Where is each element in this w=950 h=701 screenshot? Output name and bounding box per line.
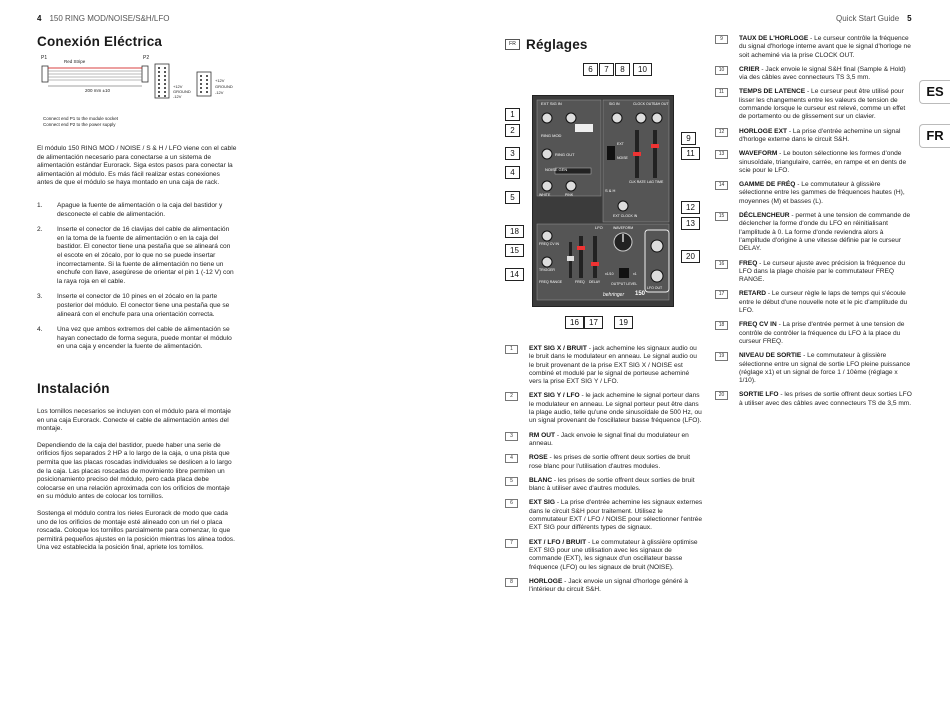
- item-description: [715, 352, 913, 385]
- item-number: 20: [715, 391, 728, 400]
- step-item: [37, 293, 237, 319]
- step-text: Inserte el conector de 16 clavijas del cable de alimentación en la toma de la fuente de alimentación o en la caja del bastidor. El conector tiene una pestaña que se alineará con el escote en el zócalo, por lo que no se puede insertar incorrectamente. Si la fuente de alimentación no tiene un enchufe con llave, asegúrese de orientar el pin 1 (-12 V) con la raya roja en el cable.: [57, 226, 234, 285]
- callout-15: 15: [505, 244, 524, 257]
- callout-17: 17: [584, 316, 603, 329]
- item-text: - La prise d'entrée achemine les signaux externes dans le circuit S&H pour traitement. Utilisez le commutateur EXT / LFO / NOISE pour sélectionner l'entrée EXT SIG pour différents types de signaux.: [529, 499, 703, 532]
- item-text: - les prises de sortie offrent deux sorties de bruit blanc à utiliser avec d'autres modules.: [529, 476, 695, 493]
- item-number: 16: [715, 260, 728, 269]
- panel-label-sh-out: S&H OUT: [653, 102, 669, 106]
- item-description: [505, 454, 703, 471]
- panel-label-waveform: WAVEFORM: [613, 226, 634, 230]
- power-cable-diagram: [37, 54, 257, 134]
- item-text: - jack achemine les signaux audio ou le bruit dans le modulateur en anneau. Le signal audio ou le bruit provenant de la prise EXT SIG X / NOISE est combiné et modulé par le signal de porteuse acheminé vers la prise EXT SIG Y / LFO.: [529, 345, 697, 386]
- panel-label-lfo-out: LFO OUT: [647, 286, 663, 290]
- item-name: RETARD: [739, 290, 766, 298]
- item-name: DÉCLENCHEUR: [739, 212, 790, 220]
- pin-label-ground-b: GROUND: [215, 84, 233, 89]
- lang-tab-fr[interactable]: FR: [919, 124, 950, 148]
- item-number: 7: [505, 539, 518, 548]
- item-description: [715, 181, 913, 206]
- item-number: 17: [715, 290, 728, 299]
- item-name: RM OUT: [529, 431, 556, 439]
- reglages-heading: [505, 36, 588, 54]
- panel-brand-logo: behringer: [603, 292, 625, 298]
- conexion-steps: [37, 202, 237, 359]
- panel-label-freq-range: FREQ RANGE: [539, 280, 563, 284]
- item-text: - Jack envoie un signal d'horloge généré à l'intérieur du circuit S&H.: [529, 577, 688, 594]
- step-text: Apague la fuente de alimentación o la caja del bastidor y desconecte el cable de alimentación.: [57, 202, 223, 218]
- item-description: [505, 345, 703, 386]
- item-number: 13: [715, 150, 728, 159]
- item-name: TAUX DE L'HORLOGE: [739, 35, 809, 42]
- item-text: - Le commutateur à glissière optimise EXT SIG pour une utilisation avec les signaux de commande (EXT), les signaux d'un oscillateur basse fréquence (LFO) ou les signaux de bruit (NOISE).: [529, 538, 698, 571]
- diagram-note-1: Connect end P1 to the module socket: [43, 116, 119, 121]
- item-text: - les prises de sortie offrent deux sorties LFO à utiliser avec des câbles avec connecteurs TS de 3,5 mm.: [739, 391, 912, 407]
- step-number: 3.: [37, 293, 43, 301]
- item-description: [715, 321, 913, 346]
- instalacion-title: Instalación: [37, 381, 110, 396]
- item-name: ROSE: [529, 454, 548, 462]
- callout-12: 12: [681, 201, 700, 214]
- item-description: [505, 499, 703, 532]
- step-item: [37, 326, 237, 352]
- item-name: BLANC: [529, 476, 553, 484]
- item-name: FREQ: [739, 259, 758, 267]
- item-number: 11: [715, 88, 728, 97]
- panel-label-ext-sig-in: EXT SIG IN: [541, 101, 562, 106]
- item-description: [505, 578, 703, 595]
- callout-2: 2: [505, 124, 520, 137]
- left-page-number: 4: [37, 14, 42, 23]
- pin-label-minus12-b: -12V: [215, 90, 224, 95]
- panel-label-lag-time: LAG TIME: [647, 180, 664, 184]
- item-name: EXT SIG: [529, 499, 556, 507]
- panel-label-trigger: TRIGGER: [539, 268, 555, 272]
- item-number: 18: [715, 321, 728, 330]
- pin-label-minus12: -12V: [173, 94, 182, 99]
- item-text: - Le commutateur à glissière sélectionne entre les gammes de fréquences hautes (H), moyennes (M) et basses (L).: [739, 181, 905, 205]
- item-text: - permet à une tension de commande de déclencher la forme d'onde du LFO en réinitialisant l'amplitude à 0. La forme d'onde reviendra alors à l'amplitude d'origine à une vitesse définie par le curseur DELAY.: [739, 212, 911, 253]
- item-name: SORTIE LFO: [739, 391, 779, 399]
- p2-label: P2: [143, 55, 150, 61]
- panel-label-sig-in: SIG IN: [609, 102, 620, 106]
- item-number: 2: [505, 392, 518, 401]
- length-label: 200 mm ±10: [85, 88, 110, 93]
- item-number: 1: [505, 345, 518, 354]
- item-number: 6: [505, 499, 518, 508]
- item-description: [715, 260, 913, 285]
- panel-label-freq-cv-in: FREQ CV IN: [539, 242, 560, 246]
- panel-label-pink: PINK: [565, 193, 574, 197]
- item-number: 8: [505, 578, 518, 587]
- item-text: - Jack envoie le signal final du modulateur en anneau.: [529, 431, 689, 447]
- panel-label-ring-out: RING OUT: [555, 152, 575, 157]
- step-text: Inserte el conector de 10 pines en el zócalo en la parte posterior del módulo. El conector tiene una pestaña que se alineará con el enchufe para una orientación correcta.: [57, 293, 230, 318]
- item-name: HORLOGE: [529, 577, 563, 585]
- red-stripe-label: Red Stripe: [64, 59, 86, 64]
- item-text: - les prises de sortie offrent deux sorties de bruit rose blanc pour l'utilisation d'autres modules.: [529, 454, 691, 470]
- item-name: FREQ CV IN: [739, 321, 777, 329]
- conexion-title: Conexión Eléctrica: [37, 34, 163, 49]
- item-description: [505, 392, 703, 425]
- panel-label-noise: NOISE: [617, 156, 628, 160]
- item-description: [505, 539, 703, 572]
- item-name: EXT SIG X / BRUIT: [529, 345, 587, 352]
- callout-6: 6: [583, 63, 598, 76]
- item-list-right: [715, 35, 913, 414]
- panel-label-clock-out: CLOCK OUT: [633, 102, 654, 106]
- item-number: 14: [715, 181, 728, 190]
- item-description: [715, 150, 913, 175]
- item-text: - Le curseur contrôle la fréquence du signal d'horloge interne avant que le signal d'horloge ne soit acheminé via la prise CLOCK OUT.: [739, 35, 911, 59]
- item-number: 12: [715, 128, 728, 137]
- pin-label-ground: GROUND: [173, 89, 191, 94]
- right-page-header: [836, 14, 920, 23]
- item-description: [715, 88, 913, 121]
- item-text: - Jack envoie le signal S&H final (Sample & Hold) via des câbles avec connecteurs TS 3,5 mm.: [739, 65, 906, 82]
- callout-1: 1: [505, 108, 520, 121]
- panel-label-freq: FREQ: [575, 280, 585, 284]
- item-text: - La prise d'entrée permet à une tension de contrôle de contrôler la fréquence du LFO à la place du curseur FREQ.: [739, 321, 905, 345]
- item-text: - Le bouton sélectionne les formes d'onde sinusoïdale, triangulaire, carrée, en rampe et en dents de scie pour le LFO.: [739, 150, 907, 174]
- callout-11: 11: [681, 147, 700, 160]
- step-number: 1.: [37, 202, 43, 209]
- callout-19: 19: [614, 316, 633, 329]
- pin-label-plus12-b: +12V: [215, 78, 225, 83]
- item-description: [715, 391, 913, 408]
- left-header-title: 150 RING MOD/NOISE/S&H/LFO: [49, 14, 170, 23]
- panel-label-ring-mod: RING MOD: [541, 133, 562, 138]
- instalacion-paragraph: Los tornillos necesarios se incluyen con el módulo para el montaje en una caja Eurorack. Conecte el cable de alimentación antes del montaje.: [37, 408, 231, 433]
- item-number: 5: [505, 477, 518, 486]
- item-name: GAMME DE FRÉQ: [739, 181, 796, 189]
- item-number: 10: [715, 66, 728, 75]
- step-item: [37, 202, 237, 219]
- item-name: TEMPS DE LATENCE: [739, 88, 806, 96]
- module-panel-graphic: [533, 96, 673, 306]
- item-description: [505, 432, 703, 449]
- panel-label-ext: EXT: [617, 142, 624, 146]
- callout-20: 20: [681, 250, 700, 263]
- callout-7: 7: [599, 63, 614, 76]
- callout-9: 9: [681, 132, 696, 145]
- step-number: 2.: [37, 226, 43, 234]
- item-text: - le jack achemine le signal porteur dans le modulateur en anneau. Le signal porteur peut être dans la plage audio, telle qu'une onde sinusoïdale de 500 Hz, ou un signal provenant de l'oscillateur basse fréquence (LFO).: [529, 392, 702, 425]
- item-name: NIVEAU DE SORTIE: [739, 352, 802, 360]
- item-number: 9: [715, 35, 728, 44]
- step-number: 4.: [37, 326, 43, 334]
- step-text: Una vez que ambos extremos del cable de alimentación se hayan conectado de forma segura, puede montar el módulo en una caja y encender la fuente de alimentación.: [57, 326, 232, 351]
- item-text: - La prise d'entrée achemine un signal d'horloge externe dans le circuit S&H.: [739, 127, 901, 143]
- item-description: [715, 290, 913, 315]
- instalacion-paragraph: Sostenga el módulo contra los rieles Eurorack de modo que cada uno de los orificios de montaje esté alineado con un riel o placa roscada. Coloque los tornillos parcialmente para comenzar, lo que permitirá pequeños ajustes en la posición mientras los alinea todos. Una vez establecida la posición final, apriete los tornillos.: [37, 509, 235, 552]
- panel-label-delay: DELAY: [589, 280, 601, 284]
- item-text: - Le curseur peut être utilisé pour lisser les changements entre les valeurs de tension de commande lorsque le curseur est relevé, comme un effet de portamento ou de glissement sur un clavier.: [739, 88, 906, 121]
- panel-label-white: WHITE: [539, 193, 551, 197]
- conexion-intro: El módulo 150 RING MOD / NOISE / S & H / LFO viene con el cable de alimentación necesario para conectarse a un sistema de alimentación estándar Eurorack. Siga estos pasos para conectar la alimentación al módulo. Es más fácil realizar estas conexiones antes de que el módulo se haya montado en una caja de rack.: [37, 145, 237, 187]
- step-item: [37, 226, 237, 286]
- panel-label-lfo: LFO: [595, 225, 603, 230]
- item-text: - Le curseur ajuste avec précision la fréquence du LFO dans la plage choisie par le commutateur FREQ RANGE.: [739, 259, 906, 284]
- pin-label-plus12: +12V: [173, 84, 183, 89]
- left-page-header: [37, 14, 169, 23]
- p1-label: P1: [41, 55, 48, 61]
- reglages-title: Réglages: [526, 37, 588, 52]
- callout-13: 13: [681, 217, 700, 230]
- item-name: WAVEFORM: [739, 150, 778, 158]
- right-header-title: Quick Start Guide: [836, 14, 900, 23]
- right-page-number: 5: [907, 14, 912, 23]
- item-description: [715, 66, 913, 83]
- panel-label-ext-clock-in: EXT CLOCK IN: [613, 214, 638, 218]
- item-number: 4: [505, 454, 518, 463]
- item-description: [715, 35, 913, 60]
- instalacion-body: [37, 408, 237, 561]
- panel-label-output-level: OUTPUT LEVEL: [611, 282, 638, 286]
- item-number: 19: [715, 352, 728, 361]
- callout-4: 4: [505, 166, 520, 179]
- panel-label-noise-gen: NOISE GEN: [545, 167, 568, 172]
- item-text: - Le curseur règle le laps de temps qui s'écoule entre le début d'une nouvelle note et le pic d'amplitude du LFO.: [739, 290, 908, 315]
- item-text: - Le commutateur à glissière sélectionne entre un signal de sortie LFO pleine puissance (réglage x1) et un signal de force 1 / 10ème (réglage x 1/10).: [739, 352, 911, 385]
- instalacion-paragraph: Dependiendo de la caja del bastidor, puede haber una serie de orificios fijos separados 2 HP a lo largo de la caja, o una pista que permita que las placas roscadas individuales se deslicen a lo largo de la caja. Las placas roscadas de movimiento libre permiten un posicionamiento preciso del módulo, pero cada placa debe colocarse en una relación aproximada con los orificios de montaje en su módulo antes de colocar los tornillos.: [37, 441, 232, 501]
- callout-14: 14: [505, 268, 524, 281]
- diagram-note-2: Connect end P2 to the power supply: [43, 122, 116, 127]
- item-number: 15: [715, 212, 728, 221]
- item-list-left: [505, 345, 703, 600]
- callout-3: 3: [505, 147, 520, 160]
- callout-18: 18: [505, 225, 524, 238]
- item-description: [715, 212, 913, 253]
- callout-8: 8: [615, 63, 630, 76]
- panel-model-number: 150: [635, 291, 646, 297]
- item-name: EXT SIG Y / LFO: [529, 392, 580, 400]
- callout-16: 16: [565, 316, 584, 329]
- item-description: [715, 128, 913, 145]
- item-description: [505, 477, 703, 494]
- panel-label-sh: S & H: [605, 188, 616, 193]
- module-panel: [532, 95, 674, 307]
- callout-10: 10: [633, 63, 652, 76]
- lang-tab-es[interactable]: ES: [919, 80, 950, 104]
- item-name: EXT / LFO / BRUIT: [529, 538, 587, 546]
- panel-label-x1: x1: [633, 272, 637, 276]
- item-name: HORLOGE EXT: [739, 127, 787, 135]
- item-name: CRIER: [739, 65, 760, 73]
- panel-label-clk-rate: CLK RATE: [629, 180, 646, 184]
- item-number: 3: [505, 432, 518, 441]
- callout-5: 5: [505, 191, 520, 204]
- fr-badge: FR: [505, 39, 520, 50]
- panel-label-x1-10: x1/10: [605, 272, 614, 276]
